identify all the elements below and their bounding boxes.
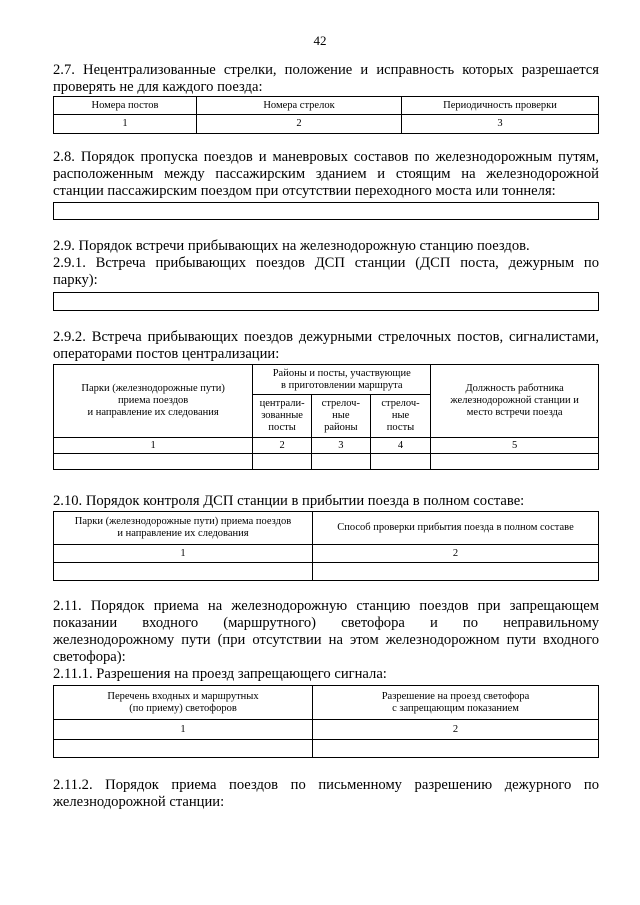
text-line: 2.11. Порядок приема на железнодорожную станцию поездов при запрещающем <box>53 598 599 614</box>
header-line: и направление их следования <box>87 407 219 418</box>
table-subheader <box>253 395 312 438</box>
header-line: в приготовлении маршрута <box>281 379 403 391</box>
text-line: 2.9.1. Встреча прибывающих поездов ДСП станции (ДСП поста, дежурным по <box>53 255 599 271</box>
section-2-11-text <box>53 598 599 683</box>
table-cell[interactable] <box>54 563 313 581</box>
table-cell[interactable] <box>54 740 313 758</box>
table-subheader <box>311 395 370 438</box>
table-2-10 <box>53 511 599 581</box>
table-header: Периодичность проверки <box>402 97 599 115</box>
blank-field[interactable] <box>53 202 599 220</box>
section-2-8-text <box>53 149 599 200</box>
header-line: железнодорожной станции и <box>450 395 579 406</box>
header-line: приема поездов <box>117 395 189 406</box>
section-2-9-2-text <box>53 329 599 363</box>
text-line: 2.11.2. Порядок приема поездов по письменному разрешению дежурного по <box>53 777 599 793</box>
table-header <box>54 365 253 438</box>
text-line: станции пассажирским поездом при отсутствии переходного моста или тоннеля: <box>53 183 556 199</box>
header-line: Парки (железнодорожные пути) приема поездов <box>74 516 292 527</box>
table-header <box>431 365 599 438</box>
text-line: 2.7. Нецентрализованные стрелки, положение и исправность которых разрешается <box>53 62 599 78</box>
section-2-9-text <box>53 238 599 289</box>
column-number: 5 <box>431 438 599 454</box>
blank-field[interactable] <box>53 292 599 311</box>
text-line: парку): <box>53 272 98 288</box>
text-line: 2.9.2. Встреча прибывающих поездов дежурными стрелочных постов, сигналистами, <box>53 329 599 345</box>
column-number: 3 <box>402 115 599 134</box>
section-2-11-2-text <box>53 777 599 811</box>
text-line: расположенным между пассажирским зданием и стоящим на железнодорожной <box>53 166 599 182</box>
header-line: Разрешение на проезд светофора <box>381 690 530 702</box>
text-line: светофора): <box>53 649 126 665</box>
column-number: 2 <box>197 115 402 134</box>
header-line: посты <box>386 422 415 433</box>
header-line: ные <box>391 410 410 421</box>
text-line: 2.10. Порядок контроля ДСП станции в прибытии поезда в полном составе: <box>53 493 525 509</box>
table-header-group <box>253 365 431 395</box>
column-number: 2 <box>313 545 599 563</box>
table-header: Способ проверки прибытия поезда в полном составе <box>313 512 599 545</box>
table-header <box>54 512 313 545</box>
table-header: Номера постов <box>54 97 197 115</box>
section-2-10-text <box>53 493 599 510</box>
header-line: Парки (железнодорожные пути) <box>81 383 225 394</box>
column-number: 3 <box>311 438 370 454</box>
table-2-9-2 <box>53 364 599 470</box>
page-number: 42 <box>313 33 327 48</box>
header-line: с запрещающим показанием <box>392 702 519 714</box>
text-line: 2.11.1. Разрешения на проезд запрещающего сигнала: <box>53 666 387 682</box>
table-subheader <box>370 395 431 438</box>
table-cell[interactable] <box>313 740 599 758</box>
column-number: 4 <box>370 438 431 454</box>
header-line: стрелоч- <box>321 398 360 409</box>
header-line: (по приему) светофоров <box>129 702 237 714</box>
table-header <box>313 686 599 720</box>
text-line: 2.9. Порядок встречи прибывающих на железнодорожную станцию поездов. <box>53 238 530 254</box>
text-line: железнодорожной станции: <box>53 794 225 810</box>
section-2-7-text <box>53 62 599 96</box>
column-number: 1 <box>54 720 313 740</box>
table-cell[interactable] <box>253 454 312 470</box>
header-line: Перечень входных и маршрутных <box>107 690 259 702</box>
column-number: 1 <box>54 545 313 563</box>
header-line: Должность работника <box>465 383 564 394</box>
header-line: Районы и посты, участвующие <box>272 367 411 379</box>
header-line: централи- <box>259 398 305 409</box>
text-line: показании входного (маршрутного) светофора и по неправильному <box>53 615 599 631</box>
header-line: зованные <box>261 410 303 421</box>
column-number: 2 <box>253 438 312 454</box>
table-header: Номера стрелок <box>197 97 402 115</box>
table-2-7 <box>53 96 599 134</box>
header-line: ные <box>332 410 350 421</box>
table-cell[interactable] <box>431 454 599 470</box>
table-cell[interactable] <box>313 563 599 581</box>
text-line: 2.8. Порядок пропуска поездов и маневровых составов по железнодорожным путям, <box>53 149 599 165</box>
header-line: посты <box>268 422 296 433</box>
table-cell[interactable] <box>370 454 431 470</box>
column-number: 1 <box>54 438 253 454</box>
table-2-11-1 <box>53 685 599 758</box>
column-number: 1 <box>54 115 197 134</box>
header-line: место встречи поезда <box>466 407 563 418</box>
text-line: железнодорожному пути (при отсутствии на этом железнодорожном пути входного <box>53 632 599 648</box>
column-number: 2 <box>313 720 599 740</box>
table-header <box>54 686 313 720</box>
table-cell[interactable] <box>311 454 370 470</box>
header-line: районы <box>324 422 358 433</box>
header-line: стрелоч- <box>381 398 420 409</box>
header-line: и направление их следования <box>117 528 249 539</box>
text-line: операторами постов централизации: <box>53 346 280 362</box>
text-line: проверять не для каждого поезда: <box>53 79 263 95</box>
table-cell[interactable] <box>54 454 253 470</box>
